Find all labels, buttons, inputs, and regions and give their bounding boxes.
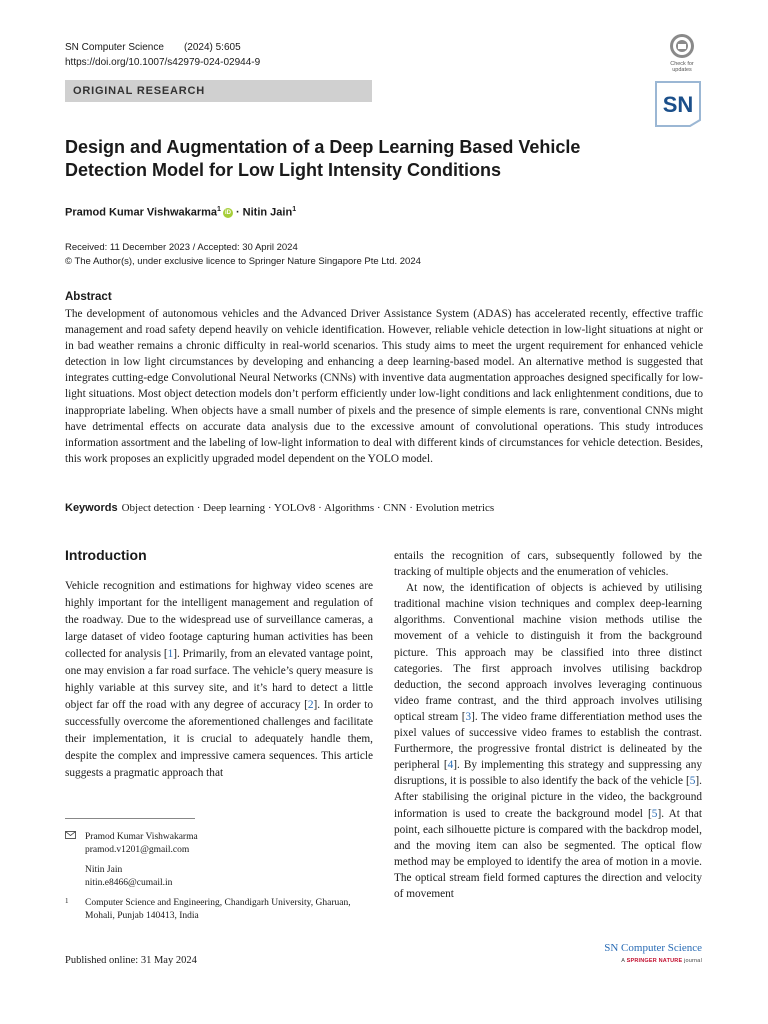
svg-text:SN: SN [662, 92, 694, 117]
text-run: ]. The video frame differentiation method uses the pixel values of successive video frames to establish the contrast. Furthermore, the progressive frontal district is delineated by the peripheral [ [394, 710, 702, 772]
journal-citation [65, 41, 241, 54]
citation-link[interactable]: 5 [689, 775, 696, 788]
left-column-text [65, 578, 373, 782]
text-run: Vehicle recognition and estimations for highway video scenes are highly important for the intelligent management and regulation of the roadway. Due to the widespread use of surveillance cameras, a large dataset of video footage capturing human activities has been collected for analysis [ [65, 580, 373, 660]
article-type-banner [65, 80, 372, 102]
footnote-divider [65, 818, 195, 819]
text-run: ]. By implementing this strategy and suppressing any disruptions, it is possible to also identify the back of the vehicle [ [394, 759, 702, 788]
affiliation-text: Computer Science and Engineering, Chandigarh University, Gharuan, Mohali, Punjab 140413, India [85, 898, 351, 921]
author-email[interactable]: pramod.v1201@gmail.com [85, 844, 190, 855]
orcid-icon[interactable]: iD [224, 209, 231, 216]
author-separator: · [235, 206, 240, 219]
check-for-updates-badge[interactable] [662, 32, 702, 74]
keywords-line [65, 500, 705, 516]
svg-text:Check for: Check for [670, 61, 694, 67]
citation-link[interactable]: 2 [307, 699, 314, 711]
svg-text:updates: updates [672, 67, 692, 73]
received-accepted-dates: Received: 11 December 2023 / Accepted: 30 April 2024 [65, 242, 298, 253]
springer-nature-mark [570, 958, 702, 964]
author-name[interactable]: Nitin Jain [242, 206, 293, 219]
author-footnotes [65, 831, 365, 922]
journal-name: SN Computer Science [65, 42, 164, 53]
publisher-prefix: A [621, 958, 625, 964]
citation-link[interactable]: 1 [167, 648, 174, 660]
envelope-icon [65, 831, 76, 844]
text-run: ]. At that point, each silhouette picture is compared with the backdrop model, and the moving item can also be segmented. The optical flow method may be employed to identify the area of motion in a movie. The optical stream field formed captures the direction and velocity of movement [394, 807, 702, 900]
paragraph [65, 578, 373, 782]
text-run: ]. Primarily, from an elevated vantage point, one may envision a far road surface. The vehicle’s query measure is highly variable at this survey site, and it’s hard to detect a little object far off the road with any degree of accuracy [ [65, 648, 373, 711]
publisher-suffix: journal [684, 958, 702, 964]
citation-link[interactable]: 4 [447, 759, 454, 772]
doi-link[interactable]: https://doi.org/10.1007/s42979-024-02944-9 [65, 57, 261, 68]
corresponding-author [65, 831, 365, 856]
published-date: Published online: 31 May 2024 [65, 955, 197, 966]
citation-link[interactable]: 3 [465, 710, 472, 723]
text-run: ]. After stabilising the original picture in the video, the background information is used to create the background model [ [394, 775, 702, 820]
affiliation-marker: 1 [292, 206, 297, 213]
abstract-text: The development of autonomous vehicles and the Advanced Driver Assistance System (ADAS) has accelerated recently, effective traffic management and road safety depend heavily on vehicle identification. However, reliable vehicle detection in low-light situations at night or in bad weather remains a chronic difficulty in real-world scenarios. This study aims to meet the urgent requirement for enhanced vehicle detection in low light circumstances by developing and enhancing a deep learning-based model. An alternative method is suggested that integrates cutting-edge Convolutional Neural Networks (CNNs) with inventive data augmentation approaches designed specifically for low-light situations. Most object detection models don’t perform efficiently under low-light conditions and lack enlightenment conditions, due to inappropriate labeling. When objects have a small number of pixels and the presence of simple elements is rare, conventional CNNs might have detrimental effects on accurate data analysis due to the excessive amount of convolutional operations. This study introduces information assortment and the labeling of low-light information to deal with different kinds of circumstances for vehicle detection. Besides, this work proposes an explicitly upgraded model dependent on the YOLO model. [65, 308, 703, 465]
check-updates-icon [662, 32, 702, 74]
citation-link[interactable]: 5 [651, 807, 658, 820]
paragraph: entails the recognition of cars, subsequently followed by the tracking of multiple objects and the enumeration of vehicles. [394, 550, 702, 579]
author-name: Nitin Jain [85, 865, 123, 875]
text-run: At now, the identification of objects is achieved by utilising traditional machine vision techniques and complex deep-learning algorithms. Conventional machine vision methods utilise the movement of a vehicle to distinguish it from the background picture. This approach may be classified into three distinct categories. The first approach involves utilising backdrop deduction, the second approach involves leveraging continuous video frame contrast, and the third approach involves utilising optical stream [ [394, 582, 702, 723]
publisher-brand: SPRINGER NATURE [626, 958, 683, 964]
footer-journal-name: SN Computer Science [604, 942, 702, 954]
affiliation-marker: 1 [65, 897, 69, 905]
author-email[interactable]: nitin.e8466@cumail.in [85, 877, 173, 888]
journal-volume: (2024) 5:605 [183, 42, 241, 53]
author-name[interactable]: Pramod Kumar Vishwakarma [65, 206, 218, 219]
article-type-label: ORIGINAL RESEARCH [73, 85, 205, 97]
affiliation [65, 897, 365, 922]
copyright-notice: © The Author(s), under exclusive licence to Springer Nature Singapore Pte Ltd. 2024 [65, 256, 421, 267]
paper-title: Design and Augmentation of a Deep Learning Based Vehicle Detection Model for Low Light Intensity Conditions [65, 137, 581, 180]
author-list [65, 203, 296, 220]
text-run: ]. In order to successfully overcome the aforementioned challenges and facilitate their implementation, it is crucial to adequately handle them, despite the complex and impressive camera sequences. This article suggests a pragmatic approach that [65, 699, 373, 779]
keywords-list: Object detection · Deep learning · YOLOv8 · Algorithms · CNN · Evolution metrics [121, 502, 495, 514]
right-column-text [394, 548, 702, 902]
abstract-heading: Abstract [65, 291, 112, 303]
paragraph [394, 580, 702, 902]
author-name: Pramod Kumar Vishwakarma [85, 832, 198, 842]
introduction-heading: Introduction [65, 547, 147, 563]
sn-journal-logo [654, 80, 702, 128]
sn-logo-icon [654, 80, 702, 128]
keywords-label: Keywords [65, 502, 118, 514]
affiliation-marker: 1 [217, 206, 221, 213]
